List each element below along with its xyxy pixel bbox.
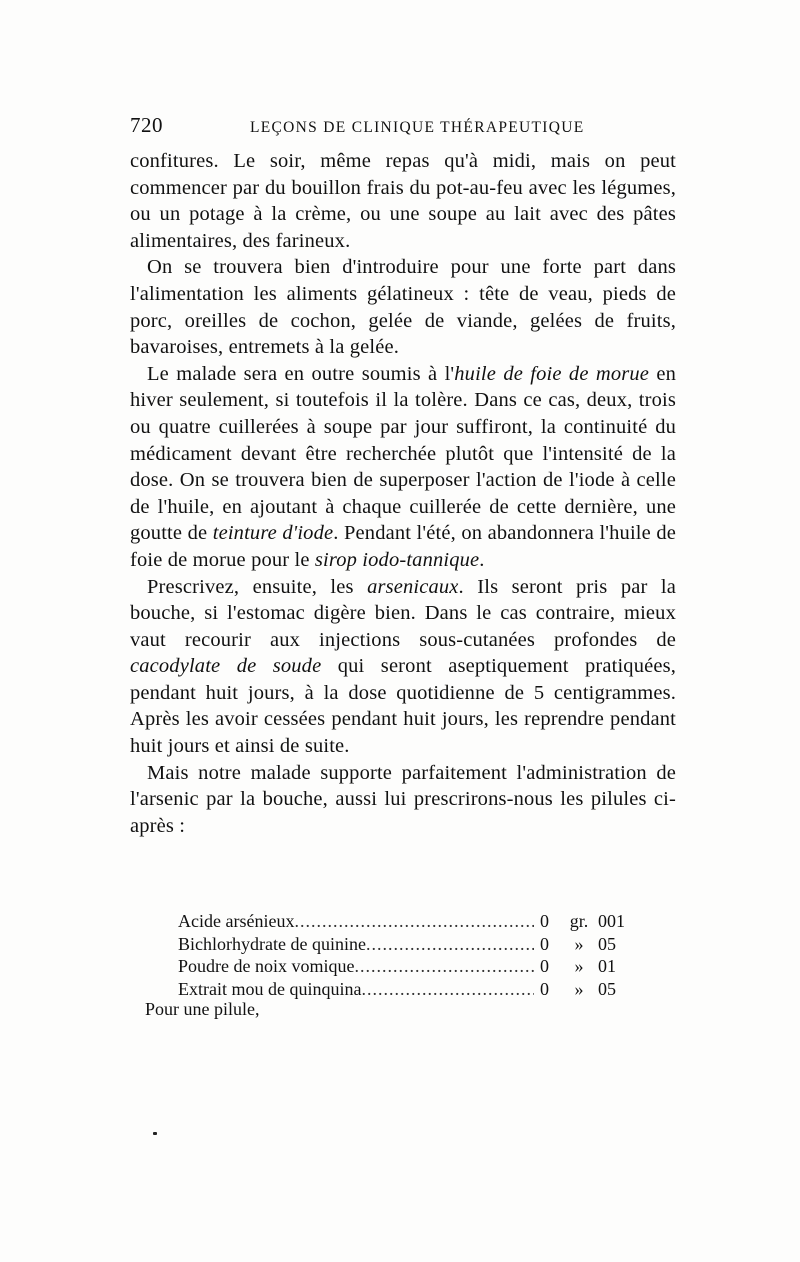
dose-decimal: 01 (598, 956, 616, 976)
paragraph-3-text: . (479, 548, 485, 571)
italic-term-cod-liver-oil: huile de foie de morue (454, 362, 650, 385)
dose-integer: 0 (540, 978, 549, 999)
italic-term-iodo-tannic-syrup: sirop iodo-tannique (314, 548, 480, 571)
ingredient-name: Extrait mou de quinquina (178, 978, 362, 999)
dose-unit: » (574, 956, 584, 976)
prescription-row (178, 978, 638, 1001)
dose-integer: 0 (540, 911, 549, 931)
paragraph-3-text: . Pendant l'été, on abandonnera l'huile de foie de morue pour le (130, 522, 677, 571)
prescription-row (178, 955, 638, 978)
running-title: LEÇONS DE CLINIQUE THÉRAPEUTIQUE (250, 119, 585, 136)
paragraph-3-text: Le malade sera en outre soumis à l' (147, 362, 455, 385)
paragraph-5: Mais notre malade supporte parfaitement l'administration de l'arsenic par la bouche, aussi lui prescrirons-nous les pilules ci-après : (130, 761, 676, 837)
paragraph-1: confitures. Le soir, même repas qu'à midi, mais on peut commencer par du bouillon frais du pot-au-feu avec les légumes, ou un potage à la crème, ou une soupe au lait avec des pâtes alimentaires, des farineux. (130, 150, 676, 252)
paragraph-3 (130, 361, 676, 574)
paragraph-4 (130, 574, 676, 760)
prescription-table (178, 910, 638, 1000)
body-text (130, 148, 676, 839)
ink-speck (153, 1132, 157, 1135)
dose-unit: » (574, 978, 584, 999)
leader-dots (361, 978, 534, 1001)
leader-dots (354, 955, 534, 978)
ingredient-name: Bichlorhydrate de quinine (178, 933, 366, 954)
paragraph-3-text: en hiver seulement, si toutefois il la tolère. Dans ce cas, deux, trois ou quatre cuillerées à soupe par jour suffiront, la continuité du médicament devant être recherchée plutôt que l'intensité de la dose. On se trouvera bien de superposer l'action de l'iode à celle de l'huile, en ajoutant à chaque cuillerée de cette dernière, une goutte de (130, 362, 676, 545)
dose-decimal: 05 (598, 933, 616, 954)
ingredient-name: Poudre de noix vomique (178, 956, 355, 976)
paragraph-4-text: . Ils seront pris par la bouche, si l'estomac digère bien. Dans le cas contraire, mieux vaut recourir aux injections sous-cutanées profondes de (130, 575, 677, 651)
paragraph-2: On se trouvera bien d'introduire pour une forte part dans l'alimentation les aliments gélatineux : tête de veau, pieds de porc, oreilles de cochon, gelée de viande, gelées de fruits, bavaroises, entremets à la gelée. (130, 256, 676, 359)
italic-term-arsenicals: arsenicaux (367, 575, 459, 598)
dose-integer: 0 (540, 956, 549, 976)
dose-unit: gr. (569, 911, 589, 931)
prescription-footer: Pour une pilule, (145, 999, 260, 1019)
dose-unit: » (574, 933, 584, 954)
page-header (130, 113, 676, 143)
dose-decimal: 001 (598, 911, 625, 931)
italic-term-sodium-cacodylate: cacodylate de soude (130, 655, 322, 678)
prescription-row (178, 933, 638, 956)
paragraph-4-text: Prescrivez, ensuite, les (147, 575, 368, 598)
prescription-row (178, 910, 638, 933)
italic-term-iodine-tincture: teinture d'iode (212, 522, 334, 545)
dose-integer: 0 (540, 933, 549, 954)
leader-dots (366, 933, 534, 956)
page-number: 720 (130, 113, 163, 137)
leader-dots (294, 910, 534, 933)
ingredient-name: Acide arsénieux (178, 911, 295, 931)
paragraph-4-text: qui seront aseptiquement pratiquées, pendant huit jours, à la dose quotidienne de 5 centigrammes. Après les avoir cessées pendant huit jours, les reprendre pendant huit jours et ainsi de suite. (130, 655, 677, 758)
dose-decimal: 05 (598, 978, 616, 999)
